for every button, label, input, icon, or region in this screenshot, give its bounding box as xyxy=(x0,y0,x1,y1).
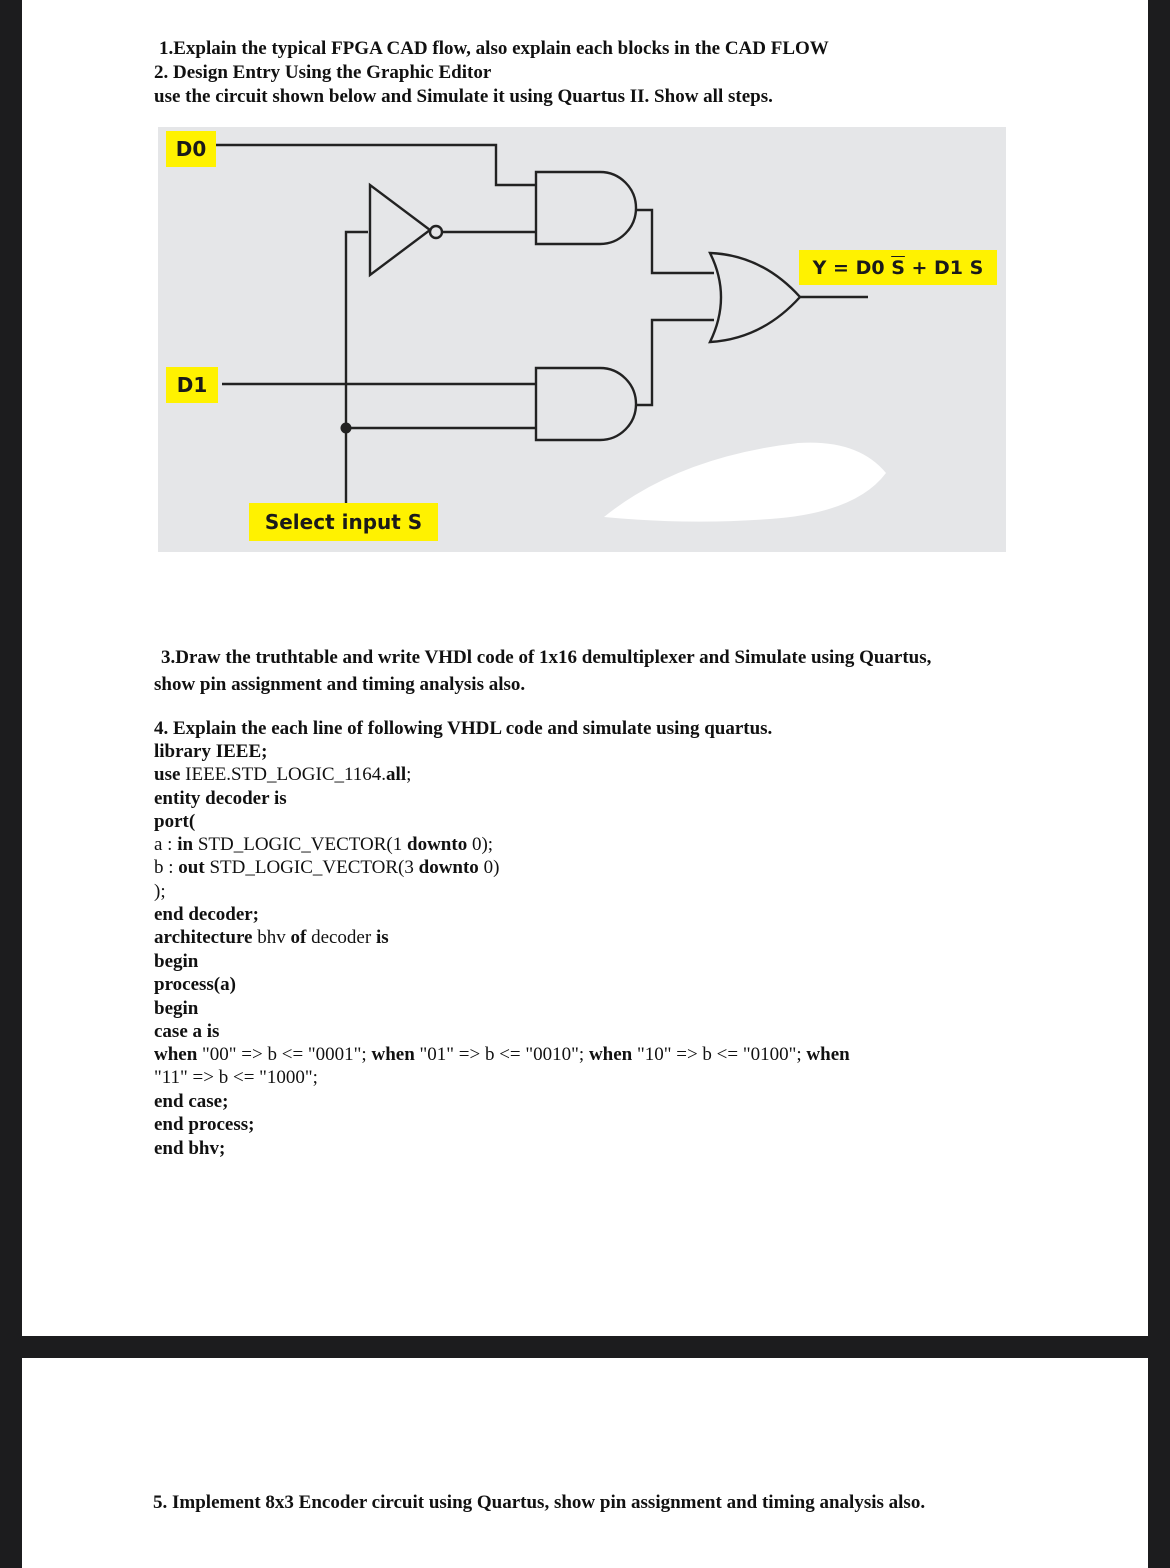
and-gate-1 xyxy=(536,172,636,244)
not-gate-bubble xyxy=(430,226,442,238)
question-2-title: 2. Design Entry Using the Graphic Editor xyxy=(154,62,492,83)
junction-dot xyxy=(341,423,352,434)
code-line: library IEEE; xyxy=(154,741,268,762)
question-5: 5. Implement 8x3 Encoder circuit using Quartus, show pin assignment and timing analysis also. xyxy=(153,1492,926,1513)
code-line: when "00" => b <= "0001"; when "01" => b <= "0010"; when "10" => b <= "0100"; when xyxy=(154,1044,850,1065)
code-line: begin xyxy=(154,998,199,1019)
question-1: 1.Explain the typical FPGA CAD flow, also explain each blocks in the CAD FLOW xyxy=(159,38,829,59)
circuit-wiring xyxy=(158,127,1006,552)
code-line: end process; xyxy=(154,1114,255,1135)
code-line: b : out STD_LOGIC_VECTOR(3 downto 0) xyxy=(154,857,500,878)
erased-mark xyxy=(604,443,886,522)
document-page-1 xyxy=(22,0,1148,1336)
question-3-line-2: show pin assignment and timing analysis also. xyxy=(154,674,526,695)
not-gate xyxy=(370,185,430,275)
document-page-2 xyxy=(22,1358,1148,1568)
question-4-heading: 4. Explain the each line of following VHDL code and simulate using quartus. xyxy=(154,718,773,739)
code-line: process(a) xyxy=(154,974,236,995)
code-line: "11" => b <= "1000"; xyxy=(154,1067,318,1088)
select-wire xyxy=(346,232,368,503)
question-2-instruction: use the circuit shown below and Simulate it using Quartus II. Show all steps. xyxy=(154,86,773,107)
code-line: entity decoder is xyxy=(154,788,287,809)
output-formula xyxy=(799,250,997,285)
code-line: end case; xyxy=(154,1091,229,1112)
and2-output-wire xyxy=(636,320,714,405)
code-line: ); xyxy=(154,881,166,902)
formula-suffix: + D1 S xyxy=(904,256,984,279)
code-line: end bhv; xyxy=(154,1138,226,1159)
code-line: architecture bhv of decoder is xyxy=(154,927,389,948)
formula-s-bar: $\overline{S}$ xyxy=(891,256,905,279)
d0-wire xyxy=(216,145,536,185)
code-line: a : in STD_LOGIC_VECTOR(1 downto 0); xyxy=(154,834,494,855)
d0-input-label: D0 xyxy=(166,131,216,167)
code-line: port( xyxy=(154,811,196,832)
code-line: end decoder; xyxy=(154,904,260,925)
and1-output-wire xyxy=(636,210,714,273)
formula-prefix: Y = D0 xyxy=(812,256,892,279)
code-line: case a is xyxy=(154,1021,220,1042)
mux-circuit-diagram xyxy=(158,127,1006,552)
code-line: use IEEE.STD_LOGIC_1164.all; xyxy=(154,764,412,785)
select-input-label: Select input S xyxy=(249,503,438,541)
and-gate-2 xyxy=(536,368,636,440)
question-3-line-1: 3.Draw the truthtable and write VHDl code of 1x16 demultiplexer and Simulate using Quartus, xyxy=(161,647,932,668)
d1-input-label: D1 xyxy=(166,367,218,403)
or-gate xyxy=(710,253,800,342)
code-line: begin xyxy=(154,951,199,972)
